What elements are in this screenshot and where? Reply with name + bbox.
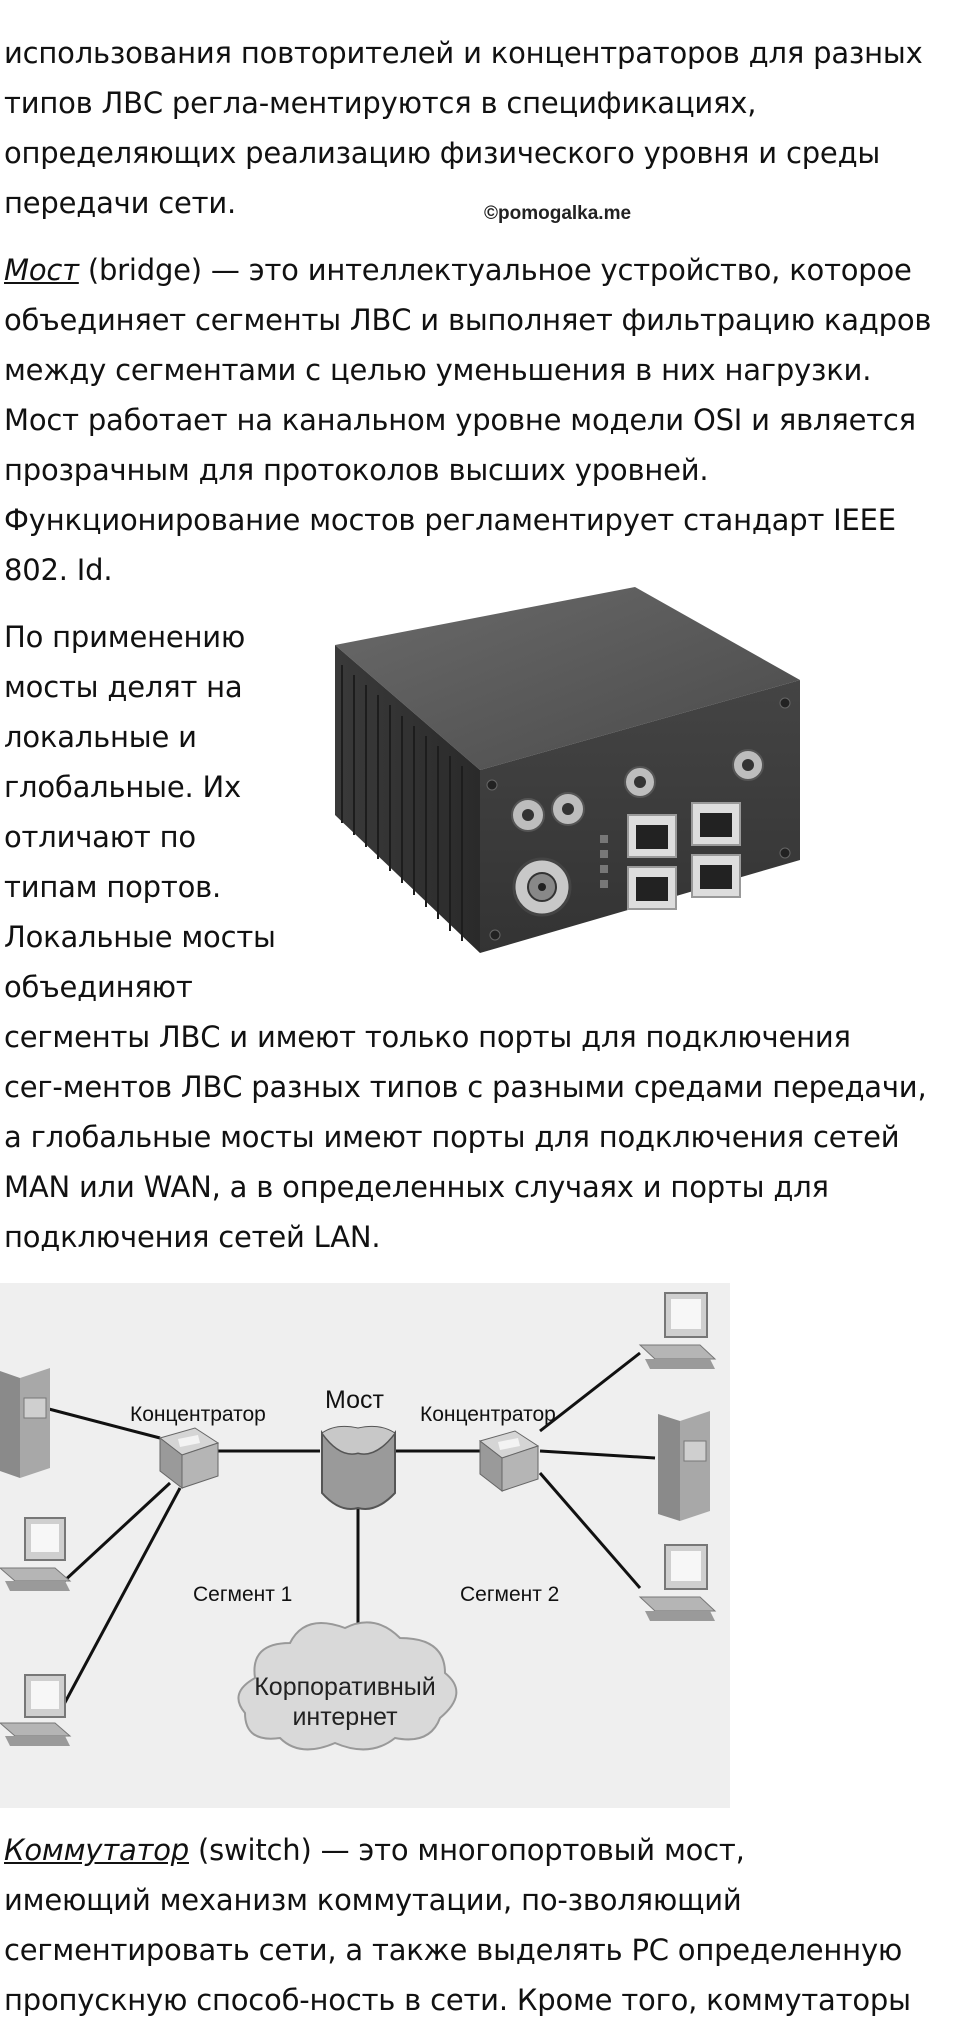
paragraph-3-line-1: По применению [4, 620, 246, 654]
paragraph-3-line-4: глобальные. Их [4, 770, 241, 804]
paragraph-3-line-3: локальные и [4, 720, 197, 754]
paragraph-1-line-1: использования повторителей и концентраторов для разных [4, 36, 923, 70]
bridge-icon [322, 1426, 395, 1509]
cloud-label-line-1: Корпоративный [254, 1673, 436, 1701]
hub-left-label: Концентратор [130, 1403, 266, 1426]
paragraph-3-line-12: MAN или WAN, а в определенных случаях и порты для [4, 1170, 829, 1204]
paragraph-1-line-4: передачи сети. [4, 186, 237, 220]
paragraph-3-line-6: типам портов. [4, 870, 222, 904]
paragraph-4-line-4: пропускную способ-ность в сети. Кроме того, коммутаторы [4, 1983, 911, 2017]
server-left-icon [0, 1368, 50, 1478]
paragraph-1-line-3: определяющих реализацию физического уровня и среды [4, 136, 881, 170]
paragraph-3-line-7: Локальные мосты [4, 920, 276, 954]
paragraph-3-line-13: подключения сетей LAN. [4, 1220, 381, 1254]
server-right-icon [658, 1411, 710, 1521]
term-switch: Коммутатор [4, 1833, 189, 1867]
paragraph-4-line-1 [4, 1825, 745, 1875]
paragraph-3-line-10: сег-ментов ЛВС разных типов с разными средами передачи, [4, 1070, 927, 1104]
bridge-device-image [330, 585, 810, 955]
paragraph-2-line-5: прозрачным для протоколов высших уровней. [4, 453, 709, 487]
paragraph-2-line-2: объединяет сегменты ЛВС и выполняет фильтрацию кадров [4, 303, 932, 337]
paragraph-1-line-2: типов ЛВС регла-ментируются в спецификациях, [4, 86, 757, 120]
hub-right-label: Концентратор [420, 1403, 556, 1426]
segment-2-label: Сегмент 2 [460, 1583, 560, 1606]
segment-1-label: Сегмент 1 [193, 1583, 293, 1606]
paragraph-3-line-2: мосты делят на [4, 670, 243, 704]
term-bridge: Мост [4, 253, 79, 287]
paragraph-3-line-5: отличают по [4, 820, 196, 854]
paragraph-2-line-6: Функционирование мостов регламентирует стандарт IEEE [4, 503, 896, 537]
paragraph-2-line-1-rest: (bridge) — это интеллектуальное устройство, которое [78, 253, 912, 287]
paragraph-3-line-8: объединяют [4, 970, 193, 1004]
paragraph-2-line-4: Мост работает на канальном уровне модели OSI и является [4, 403, 916, 437]
paragraph-2-line-7: 802. Id. [4, 553, 113, 587]
paragraph-4-line-3: сегментировать сети, а также выделять PC определенную [4, 1933, 903, 1967]
paragraph-2-line-3: между сегментами с целью уменьшения в них нагрузки. [4, 353, 872, 387]
paragraph-4-line-2: имеющий механизм коммутации, по-зволяющий [4, 1883, 742, 1917]
paragraph-3-line-9: сегменты ЛВС и имеют только порты для подключения [4, 1020, 851, 1054]
watermark: ©pomogalka.me [484, 203, 632, 224]
bridge-network-diagram [0, 1283, 730, 1808]
cloud-label-line-2: интернет [292, 1703, 398, 1731]
paragraph-4-line-1-rest: (switch) — это многопортовый мост, [188, 1833, 745, 1867]
paragraph-2-line-1 [4, 245, 912, 295]
paragraph-3-line-11: а глобальные мосты имеют порты для подключения сетей [4, 1120, 900, 1154]
bridge-label: Мост [325, 1386, 384, 1414]
